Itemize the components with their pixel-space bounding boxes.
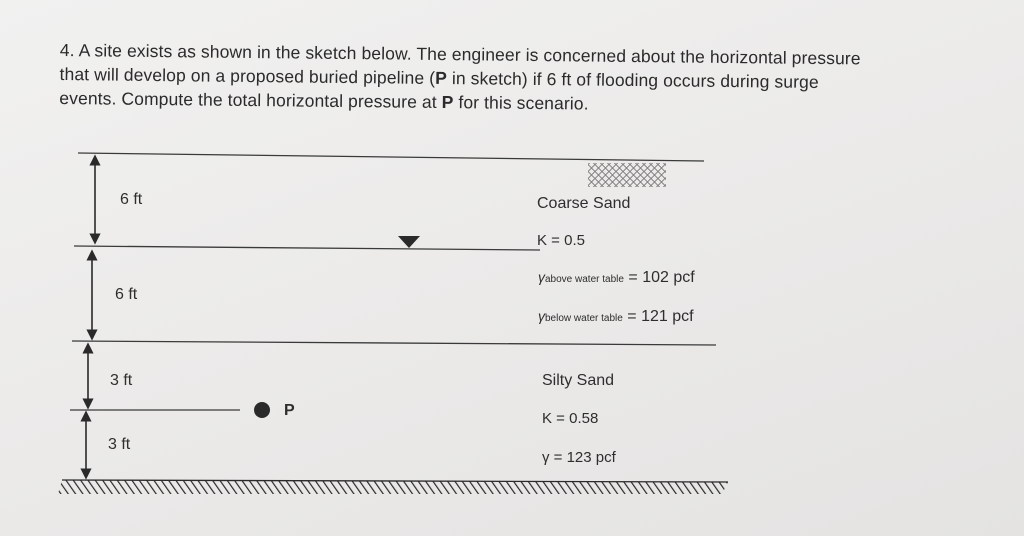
coarse-sand-symbol xyxy=(588,163,666,187)
water-table-line xyxy=(74,246,540,250)
question-line-1-text: A site exists as shown in the sketch below. The engineer is concerned about the horizontal pressure xyxy=(78,40,861,69)
gamma-below-value: = 121 pcf xyxy=(627,308,694,325)
pipeline-p-marker xyxy=(254,402,270,418)
pipeline-p-label: P xyxy=(284,402,295,419)
dimension-label-4: 3 ft xyxy=(108,436,131,453)
gamma-above-value: = 102 pcf xyxy=(628,269,695,286)
question-number: 4. xyxy=(59,39,75,61)
gamma-symbol-below: γ xyxy=(538,308,545,324)
layer2-k: K = 0.58 xyxy=(542,410,599,427)
gamma-below-subscript: below water table xyxy=(545,313,623,324)
ground-surface-line xyxy=(78,153,704,161)
layer-boundary-line xyxy=(72,341,716,345)
question-line-3-bold: P xyxy=(441,92,454,113)
layer1-name: Coarse Sand xyxy=(537,195,631,212)
question-line-2-bold: P xyxy=(435,67,448,89)
question-line-2-post: in sketch) if 6 ft of flooding occurs during surge xyxy=(446,68,819,92)
question-line-3-pre: events. Compute the total horizontal pressure at xyxy=(59,87,442,112)
dimension-label-2: 6 ft xyxy=(115,286,138,303)
dimension-label-1: 6 ft xyxy=(120,191,143,208)
question-line-3-post: for this scenario. xyxy=(453,92,589,114)
layer1-gamma-below xyxy=(538,308,694,326)
water-table-symbol xyxy=(398,236,420,248)
layer2-gamma: γ = 123 pcf xyxy=(542,449,616,466)
layer1-gamma-above xyxy=(538,269,695,287)
question-line-2-pre: that will develop on a proposed buried pipeline ( xyxy=(59,63,436,88)
layer1-k: K = 0.5 xyxy=(537,232,585,249)
gamma-above-subscript: above water table xyxy=(545,274,624,285)
dimension-label-3: 3 ft xyxy=(110,372,133,389)
layer2-name: Silty Sand xyxy=(542,372,615,389)
gamma-symbol-above: γ xyxy=(538,269,545,285)
